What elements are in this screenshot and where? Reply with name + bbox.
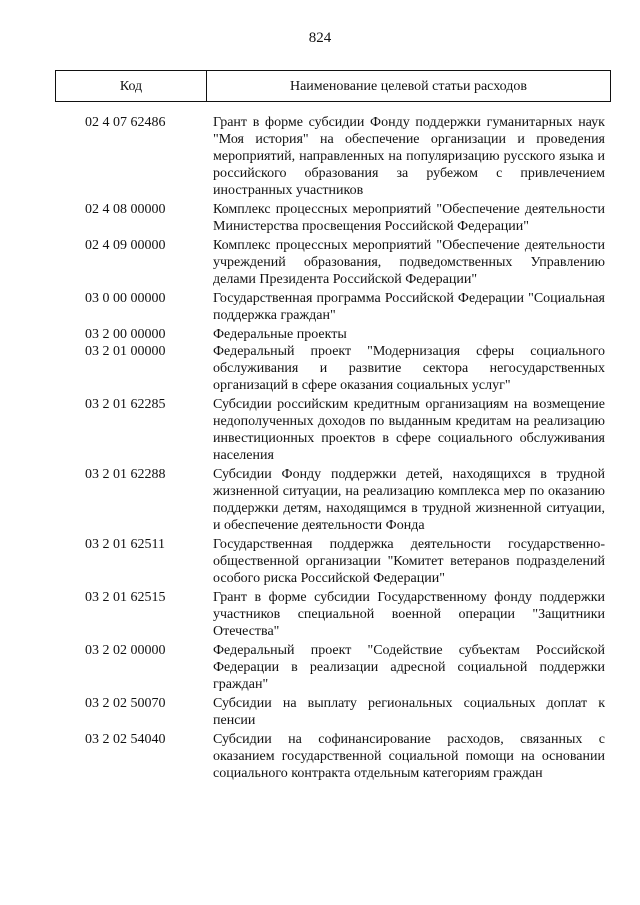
row-code: 02 4 07 62486 [85,115,166,130]
table-row [55,731,611,782]
table-row [55,466,611,534]
table-row [55,536,611,587]
header-name: Наименование целевой статьи расходов [289,78,528,94]
row-code: 03 2 02 54040 [85,732,166,747]
row-code: 03 2 01 62285 [85,397,166,412]
row-name: Грант в форме субсидии Фонду поддержки гуманитарных наук "Моя история" на обеспечение организации и проведения мероприятий, направленных на популяризацию русского языка и российского образования за рубежом с привлечением иностранных участников [213,115,605,198]
row-code: 03 2 00 00000 [85,327,166,342]
table-row [55,237,611,288]
row-code: 02 4 09 00000 [85,238,166,253]
row-name: Комплекс процессных мероприятий "Обеспечение деятельности учреждений образования, подведомственных Управлению делами Президента Российской Федерации" [213,238,605,287]
table-body [55,114,611,782]
row-name: Федеральный проект "Содействие субъектам Российской Федерации в реализации адресной социальной поддержки граждан" [213,643,605,692]
table-row [55,642,611,693]
row-name: Субсидии на софинансирование расходов, связанных с оказанием государственной социальной помощи на основании социального контракта отдельным категориям граждан [213,732,605,781]
row-name: Субсидии на выплату региональных социальных доплат к пенсии [213,696,605,728]
page-number: 824 [308,30,332,46]
table-row [55,201,611,235]
row-code: 03 2 01 00000 [85,344,166,359]
header-code: Код [56,71,207,101]
row-name: Субсидии российским кредитным организациям на возмещение недополученных доходов по выданным кредитам на реализацию инвестиционных проектов в сфере социального обслуживания населения [213,397,605,463]
table-row [55,396,611,464]
row-code: 03 2 01 62515 [85,590,166,605]
row-name: Государственная поддержка деятельности государственно-общественной организации "Комитет ветеранов подразделений особого риска Российской Федерации" [213,537,605,586]
row-code: 03 2 02 50070 [85,696,166,711]
row-name: Субсидии Фонду поддержки детей, находящихся в трудной жизненной ситуации, на реализацию комплекса мер по оказанию поддержки детям, находящимся в трудной жизненной ситуации, и обеспечение деятельности Фонда [213,467,605,533]
row-code: 03 2 02 00000 [85,643,166,658]
row-name: Федеральные проекты [213,327,347,342]
table-row [55,290,611,324]
table-row [55,589,611,640]
row-code: 03 0 00 00000 [85,291,166,306]
row-name: Государственная программа Российской Федерации "Социальная поддержка граждан" [213,291,605,323]
row-code: 03 2 01 62288 [85,467,166,482]
table-row [55,695,611,729]
table-row [55,326,611,343]
row-name: Комплекс процессных мероприятий "Обеспечение деятельности Министерства просвещения Российской Федерации" [213,202,605,234]
table-header [55,70,611,102]
table-row [55,343,611,394]
row-name: Федеральный проект "Модернизация сферы социального обслуживания и развитие сектора негосударственных организаций в сфере оказания социальных услуг" [213,344,605,393]
row-code: 02 4 08 00000 [85,202,166,217]
row-name: Грант в форме субсидии Государственному фонду поддержки участников специальной военной операции "Защитники Отечества" [213,590,605,639]
row-code: 03 2 01 62511 [85,537,165,552]
table-row [55,114,611,199]
